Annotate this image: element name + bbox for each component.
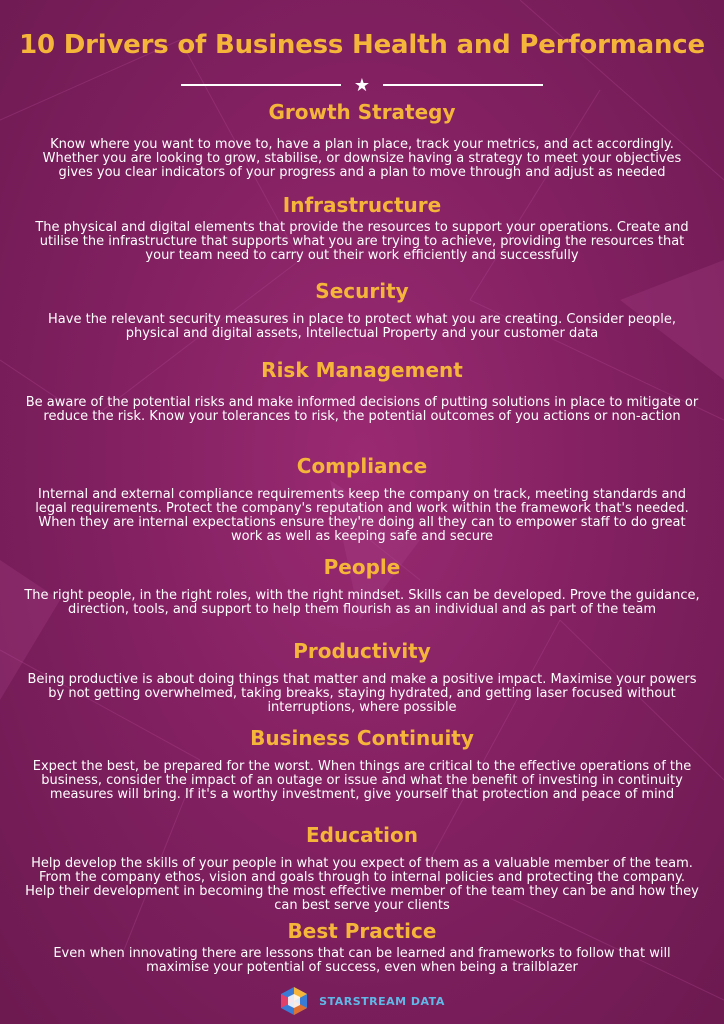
section-text: Even when innovating there are lessons that can be learned and frameworks to follow that will maximise your potential of success, even when being a trailblazer bbox=[53, 946, 671, 975]
section-text: Be aware of the potential risks and make informed decisions of putting solutions in place to mitigate or reduce the risk. Know your tolerances to risk, the potential outcomes of you actions or non-action bbox=[25, 395, 699, 424]
star-icon: ★ bbox=[353, 75, 371, 95]
section-people bbox=[0, 555, 724, 617]
section-heading: Infrastructure bbox=[282, 193, 442, 217]
section-heading: Education bbox=[306, 823, 418, 847]
section-best-practice bbox=[0, 919, 724, 975]
footer-branding bbox=[0, 986, 724, 1016]
section-text: Being productive is about doing things that matter and make a positive impact. Maximise your powers by not getting overwhelmed, taking breaks, staying hydrated, and getting laser focused without interruptions, where possible bbox=[27, 672, 697, 715]
section-text: Have the relevant security measures in place to protect what you are creating. Consider people, physical and digital assets, Intellectual Property and your customer data bbox=[48, 312, 676, 341]
section-text: The physical and digital elements that provide the resources to support your operations. Create and utilise the infrastructure that supports what you are trying to achieve, providing the resources that your team need to carry out their work efficiently and successfully bbox=[35, 220, 689, 263]
section-heading: Best Practice bbox=[287, 919, 437, 943]
section-heading: Productivity bbox=[293, 639, 431, 663]
section-text: Help develop the skills of your people in what you expect of them as a valuable member of the team. From the company ethos, vision and goals through to internal policies and protecting the company. Help their development in becoming the most effective member of the team they can be and how they can best serve your clients bbox=[25, 856, 699, 913]
section-compliance bbox=[0, 454, 724, 544]
section-security bbox=[0, 279, 724, 341]
section-heading: Business Continuity bbox=[250, 726, 474, 750]
section-text: Know where you want to move to, have a plan in place, track your metrics, and act accordingly. Whether you are looking to grow, stabilise, or downsize having a strategy to meet your objectives gives you clear indicators of your progress and a plan to move through and adjust as needed bbox=[42, 137, 682, 180]
section-heading: Risk Management bbox=[261, 358, 463, 382]
section-business-continuity bbox=[0, 726, 724, 802]
page-title: 10 Drivers of Business Health and Performance bbox=[19, 30, 705, 60]
section-heading: People bbox=[323, 555, 401, 579]
section-growth-strategy bbox=[0, 100, 724, 180]
divider-line-right bbox=[383, 84, 543, 86]
section-heading: Growth Strategy bbox=[268, 100, 456, 124]
divider-line-left bbox=[181, 84, 341, 86]
brand-name: STARSTREAM DATA bbox=[319, 994, 445, 1008]
section-education bbox=[0, 823, 724, 913]
section-text: Internal and external compliance requirements keep the company on track, meeting standards and legal requirements. Protect the company's reputation and work within the framework that's needed. When they are internal expectations ensure they're doing all they can to empower staff to do great work as well as keeping safe and secure bbox=[35, 487, 689, 544]
section-text: Expect the best, be prepared for the worst. When things are critical to the effective operations of the business, consider the impact of an outage or issue and what the benefit of investing in continuity measures will bring. If it's a worthy investment, give yourself that protection and peace of mind bbox=[32, 759, 692, 802]
section-heading: Security bbox=[315, 279, 409, 303]
starstream-logo-icon bbox=[279, 986, 309, 1016]
title-divider bbox=[0, 76, 724, 94]
section-productivity bbox=[0, 639, 724, 715]
section-heading: Compliance bbox=[296, 454, 428, 478]
section-risk-management bbox=[0, 358, 724, 424]
section-infrastructure bbox=[0, 193, 724, 263]
section-text: The right people, in the right roles, with the right mindset. Skills can be developed. Prove the guidance, direction, tools, and support to help them flourish as an individual and as part of the team bbox=[24, 588, 700, 617]
